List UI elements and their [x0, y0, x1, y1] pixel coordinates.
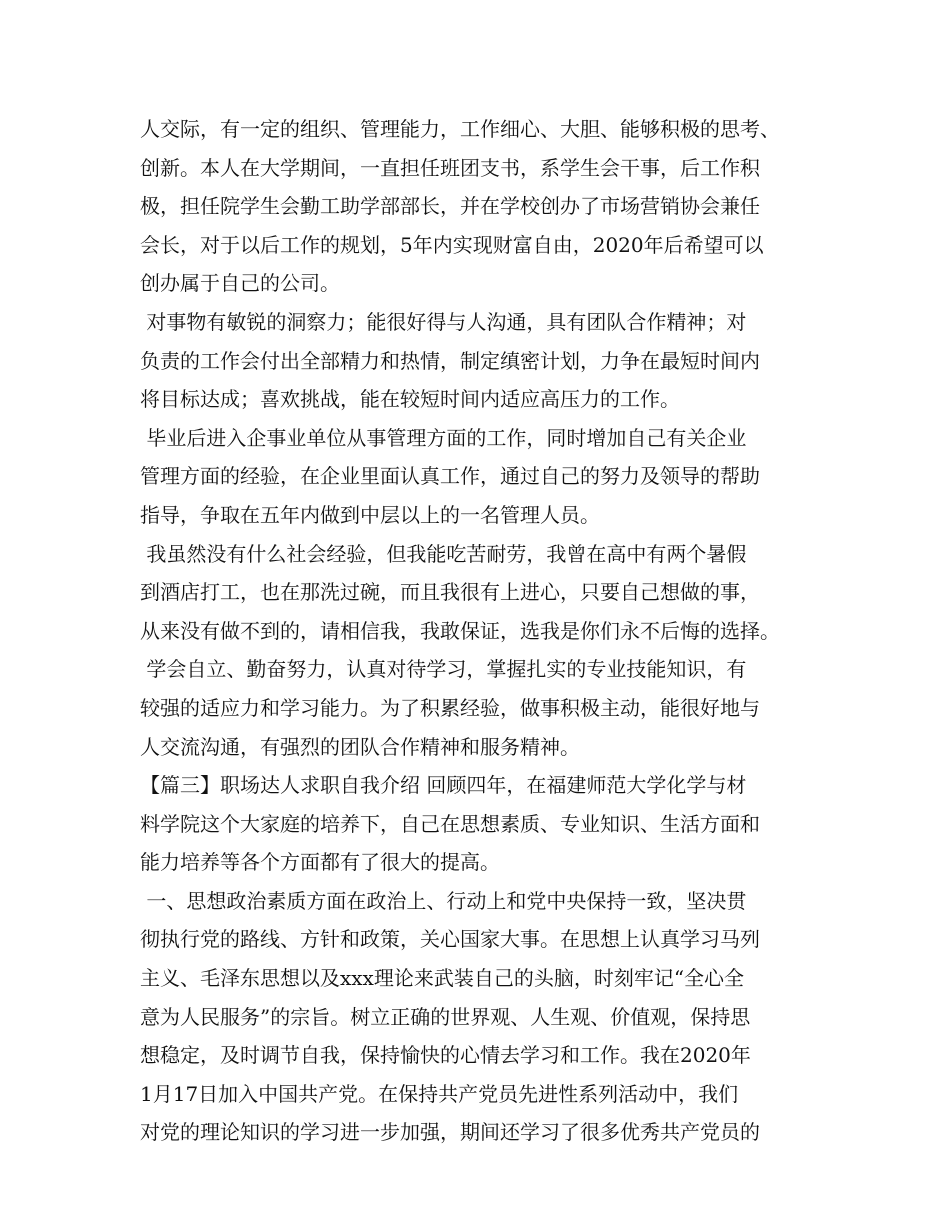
text-line: 能力培养等各个方面都有了很大的提高。	[140, 850, 500, 875]
text-line: 意为人民服务”的宗旨。树立正确的世界观、人生观、价值观，保持思	[140, 1004, 751, 1029]
text-line: 学会自立、勤奋努力，认真对待学习，掌握扎实的专业技能知识，有	[140, 657, 747, 682]
text-line: 我虽然没有什么社会经验，但我能吃苦耐劳，我曾在高中有两个暑假	[140, 541, 747, 566]
text-line: 创新。本人在大学期间，一直担任班团支书，系学生会干事，后工作积	[140, 155, 760, 180]
document-body	[140, 110, 820, 1152]
text-line: 负责的工作会付出全部精力和热情，制定缜密计划，力争在最短时间内	[140, 348, 760, 373]
text-line: 料学院这个大家庭的培养下，自己在思想素质、专业知识、生活方面和	[140, 811, 760, 836]
text-line: 毕业后进入企事业单位从事管理方面的工作，同时增加自己有关企业	[140, 425, 747, 450]
text-line: 创办属于自己的公司。	[140, 271, 340, 296]
text-line: 极，担任院学生会勤工助学部部长，并在学校创办了市场营销协会兼任	[140, 194, 760, 219]
text-line: 对事物有敏锐的洞察力；能很好得与人沟通，具有团队合作精神；对	[140, 309, 747, 334]
text-line: 一、思想政治素质方面在政治上、行动上和党中央保持一致，坚决贯	[140, 888, 747, 913]
text-line: 1月17日加入中国共产党。在保持共产党员先进性系列活动中，我们	[140, 1081, 739, 1106]
text-line: 主义、毛泽东思想以及xxx理论来武装自己的头脑，时刻牢记“全心全	[140, 966, 745, 991]
text-line: 将目标达成；喜欢挑战，能在较短时间内适应高压力的工作。	[140, 387, 680, 412]
text-line: 彻执行党的路线、方针和政策，关心国家大事。在思想上认真学习马列	[140, 927, 760, 952]
section-heading-line: 【篇三】职场达人求职自我介绍 回顾四年，在福建师范大学化学与材	[140, 773, 747, 798]
text-line: 到酒店打工，也在那洗过碗，而且我很有上进心，只要自己想做的事，	[140, 580, 760, 605]
text-line: 指导，争取在五年内做到中层以上的一名管理人员。	[140, 502, 600, 527]
text-line: 会长，对于以后工作的规划，5年内实现财富自由，2020年后希望可以	[140, 232, 764, 257]
text-line: 管理方面的经验，在企业里面认真工作，通过自己的努力及领导的帮助	[140, 464, 760, 489]
text-line: 较强的适应力和学习能力。为了积累经验，做事积极主动，能很好地与	[140, 695, 760, 720]
text-line: 人交流沟通，有强烈的团队合作精神和服务精神。	[140, 734, 580, 759]
text-line: 想稳定，及时调节自我，保持愉快的心情去学习和工作。我在2020年	[140, 1043, 751, 1068]
text-line: 人交际，有一定的组织、管理能力，工作细心、大胆、能够积极的思考、	[140, 117, 780, 141]
text-line: 从来没有做不到的，请相信我，我敢保证，选我是你们永不后悔的选择。	[140, 618, 780, 643]
text-line: 对党的理论知识的学习进一步加强，期间还学习了很多优秀共产党员的	[140, 1120, 760, 1145]
